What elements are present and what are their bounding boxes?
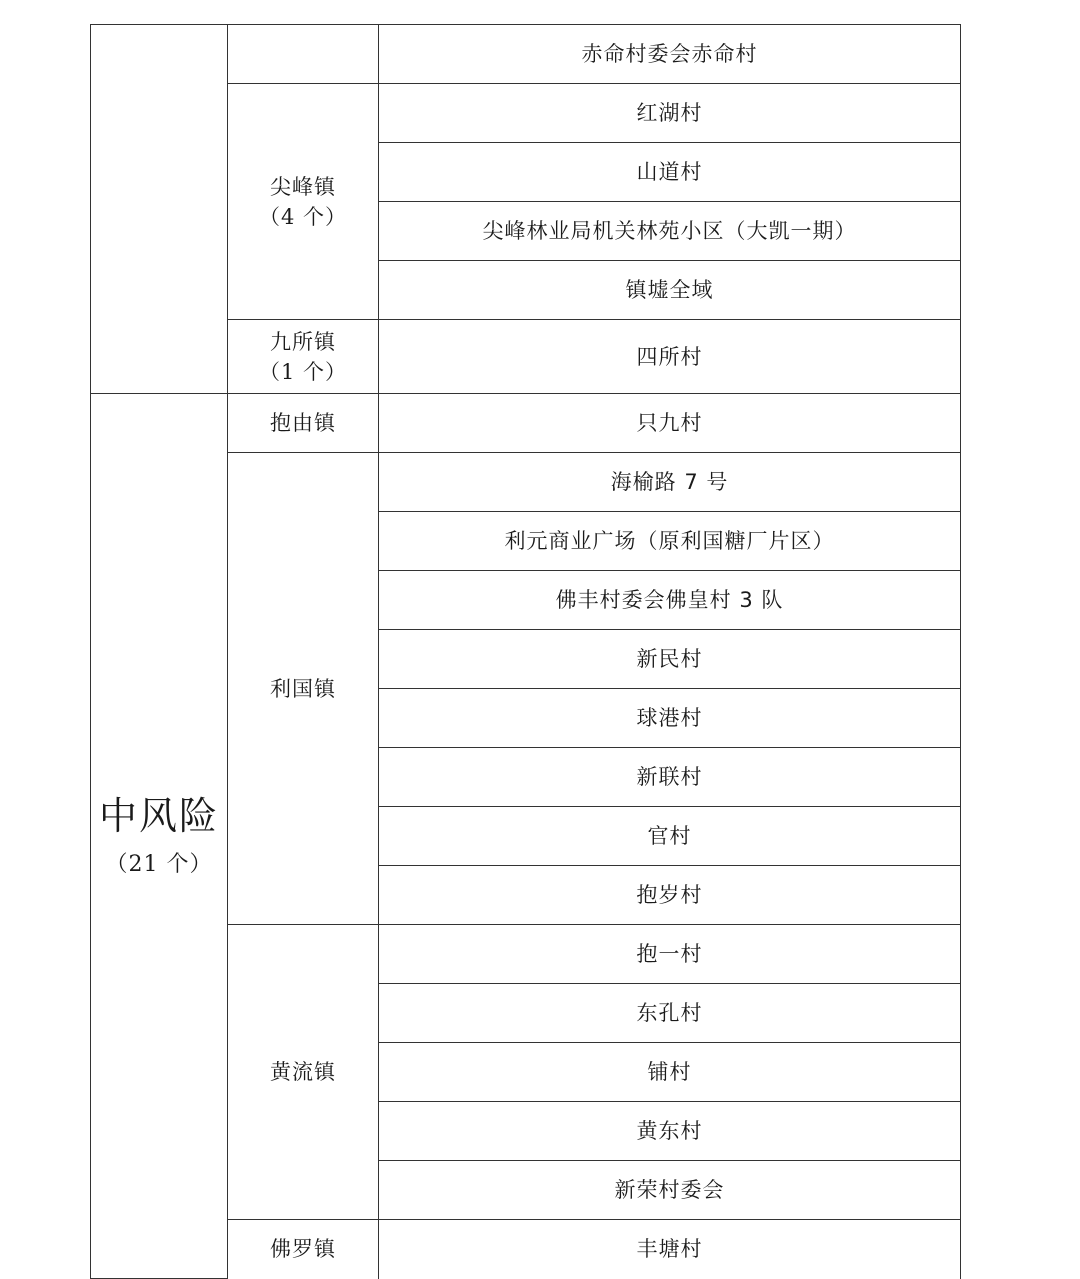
place-cell: 抱岁村 <box>379 866 961 925</box>
place-cell: 丰塘村 <box>379 1220 961 1279</box>
place-cell: 红湖村 <box>379 84 961 143</box>
place-cell: 赤命村委会赤命村 <box>379 25 961 84</box>
place-cell: 东孔村 <box>379 984 961 1043</box>
place-cell: 官村 <box>379 807 961 866</box>
place-cell: 海榆路 7 号 <box>379 453 961 512</box>
town-count: （1 个） <box>258 359 348 384</box>
town-cell-jiusuo <box>228 320 379 394</box>
town-cell-continued <box>228 25 379 84</box>
town-cell-huangliu: 黄流镇 <box>228 925 379 1220</box>
risk-area-table <box>90 24 961 1279</box>
place-cell: 尖峰林业局机关林苑小区（大凯一期） <box>379 202 961 261</box>
place-cell: 铺村 <box>379 1043 961 1102</box>
town-count: （4 个） <box>258 204 348 229</box>
risk-level-count: （21 个） <box>105 852 213 877</box>
table-row <box>91 25 961 84</box>
place-cell: 新荣村委会 <box>379 1161 961 1220</box>
place-cell: 球港村 <box>379 689 961 748</box>
table-row <box>91 394 961 453</box>
place-cell: 利元商业广场（原利国糖厂片区） <box>379 512 961 571</box>
place-cell: 新联村 <box>379 748 961 807</box>
town-cell-baoyou: 抱由镇 <box>228 394 379 453</box>
place-cell: 只九村 <box>379 394 961 453</box>
risk-level-cell-continued <box>91 25 228 394</box>
risk-level-label: 中风险 <box>98 794 219 838</box>
place-cell: 镇墟全域 <box>379 261 961 320</box>
town-cell-jianfeng <box>228 84 379 320</box>
place-cell: 佛丰村委会佛皇村 3 队 <box>379 571 961 630</box>
town-cell-liguo: 利国镇 <box>228 453 379 925</box>
risk-level-cell-medium <box>91 394 228 1279</box>
place-cell: 新民村 <box>379 630 961 689</box>
place-cell: 山道村 <box>379 143 961 202</box>
place-cell: 四所村 <box>379 320 961 394</box>
town-name: 尖峰镇 <box>270 174 336 199</box>
place-cell: 抱一村 <box>379 925 961 984</box>
place-cell: 黄东村 <box>379 1102 961 1161</box>
town-cell-foluo: 佛罗镇 <box>228 1220 379 1279</box>
town-name: 九所镇 <box>270 329 336 354</box>
